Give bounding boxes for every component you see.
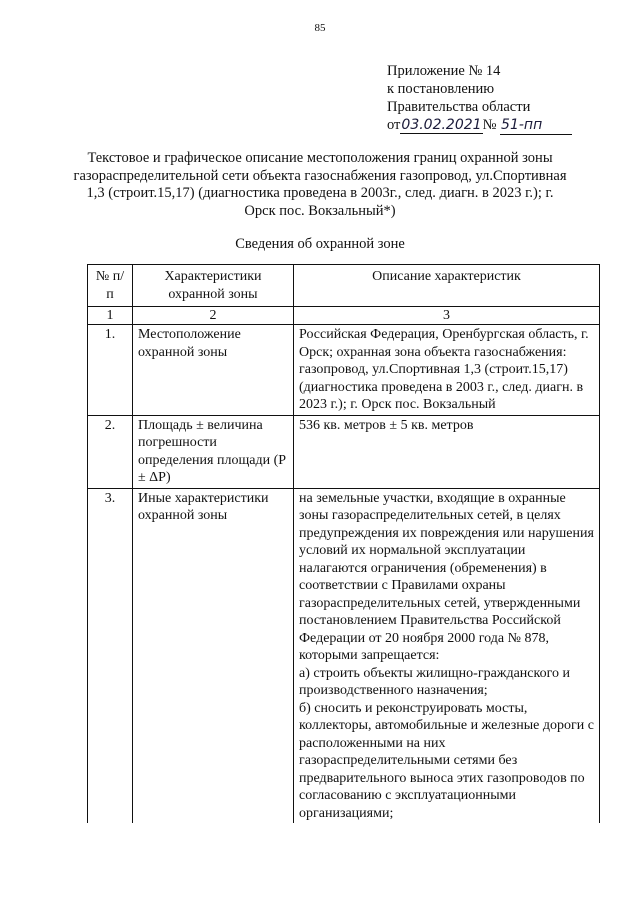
description-paragraph: б) сносить и реконструировать мосты, коллекторы, автомобильные и железные дороги с расположенными на них газораспределительными сетями без предварительного выноса этих газопроводов по согласованию с эксплуатационными организациями; <box>299 700 594 821</box>
appendix-date-line <box>387 116 572 135</box>
handwritten-date: 03.02.2021 <box>401 117 482 133</box>
column-number: 2 <box>133 307 294 325</box>
header-characteristic: Характеристики охранной зоны <box>133 265 294 307</box>
description-paragraph: 536 кв. метров ± 5 кв. метров <box>299 417 474 433</box>
appendix-line-3: Правительства области <box>387 99 531 115</box>
table-header-row <box>88 265 600 307</box>
handwritten-number: 51-пп <box>500 116 572 135</box>
page-number: 85 <box>314 22 326 34</box>
description-paragraph: на земельные участки, входящие в охранные зоны газораспределительных сетей, в целях предупреждения их повреждения или нарушения условий их нормальной эксплуатации налагаются ограничения (обременения) в соответствии с Правилами охраны газораспределительных сетей, утвержденными постановлением Правительства Российской Федерации от 20 ноября 2000 года № 878, которыми запрещается: <box>299 490 594 663</box>
description-paragraph: Российская Федерация, Оренбургская область, г. Орск; охранная зона объекта газоснабжения: газопровод, ул.Спортивная 1,3 (строит.15,17) (диагностика проведена в 2003 г., след. диагн. в 2023 г.); г. Орск пос. Вокзальный <box>299 327 589 412</box>
row-description <box>294 415 600 488</box>
row-characteristic: Площадь ± величина погрешности определения площади (P ± ΔP) <box>133 415 294 488</box>
row-number: 1. <box>88 325 133 416</box>
column-number: 1 <box>88 307 133 325</box>
header-description: Описание характеристик <box>294 265 600 307</box>
section-title: Сведения об охранной зоне <box>235 236 405 252</box>
appendix-block <box>387 62 572 135</box>
row-number: 3. <box>88 488 133 823</box>
row-description <box>294 325 600 416</box>
document-title: Текстовое и графическое описание местоположения границ охранной зоны газораспределительной сети объекта газоснабжения газопровод, ул.Спортивная 1,3 (строит.15,17) (диагностика проведена в 2003г., след. диагн. в 2023 г.); г. Орск пос. Вокзальный*) <box>73 150 567 219</box>
row-number: 2. <box>88 415 133 488</box>
appendix-line-2: к постановлению <box>387 81 495 97</box>
appendix-line-1: Приложение № 14 <box>387 63 501 79</box>
table-row <box>88 488 600 823</box>
table-row <box>88 415 600 488</box>
protection-zone-table <box>87 264 600 823</box>
column-number: 3 <box>294 307 600 325</box>
number-prefix: № <box>482 117 497 133</box>
date-prefix: от <box>387 117 401 133</box>
row-characteristic: Иные характеристики охранной зоны <box>133 488 294 823</box>
row-description <box>294 488 600 823</box>
description-paragraph: а) строить объекты жилищно-гражданского и производственного назначения; <box>299 665 570 698</box>
table-row <box>88 325 600 416</box>
column-number-row <box>88 307 600 325</box>
header-num: № п/п <box>88 265 133 307</box>
row-characteristic: Местоположение охранной зоны <box>133 325 294 416</box>
